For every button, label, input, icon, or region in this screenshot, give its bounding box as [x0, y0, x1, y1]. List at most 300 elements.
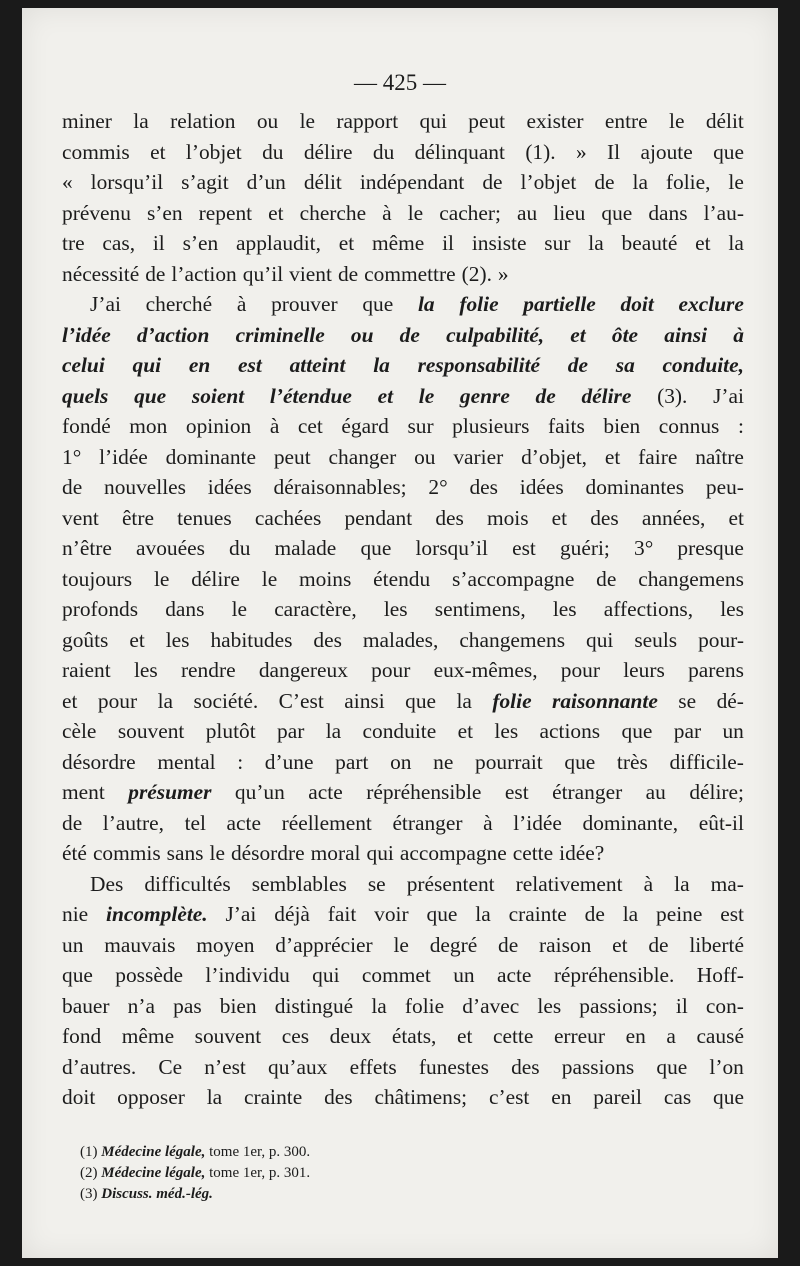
word: miner: [62, 109, 112, 133]
word: connus: [658, 414, 720, 438]
word: des: [435, 505, 464, 530]
word: d’une: [264, 749, 314, 774]
word: et: [695, 231, 711, 255]
text-line: [62, 1082, 744, 1113]
word: peu-: [705, 475, 744, 499]
text-line: [62, 808, 744, 839]
word: qui: [132, 353, 162, 377]
word: la: [373, 353, 390, 377]
word: pas: [173, 993, 202, 1018]
footnote-number: (1): [80, 1144, 102, 1160]
word: cèle: [62, 719, 97, 743]
word: s’accompagne: [452, 566, 575, 591]
text-line: [62, 411, 744, 442]
word: présentent: [406, 871, 495, 896]
word: entre: [604, 109, 648, 133]
text-line: [62, 594, 744, 625]
word: été: [62, 841, 87, 865]
text-line: [62, 1021, 744, 1052]
word: vient: [289, 261, 332, 286]
word: difficultés: [144, 871, 231, 896]
word: ces: [281, 1024, 310, 1048]
word: que: [656, 1054, 688, 1079]
word: les: [165, 627, 190, 652]
word: :: [237, 749, 244, 774]
word: que: [713, 1085, 744, 1109]
word: cette: [492, 1024, 534, 1048]
word: étranger: [552, 780, 623, 804]
word: états,: [391, 1024, 437, 1048]
word: cachées: [254, 505, 322, 530]
word: et: [377, 383, 394, 408]
text-line: [62, 137, 744, 168]
word: part: [335, 749, 369, 774]
word: qui: [312, 963, 340, 987]
book-page: [22, 8, 778, 1258]
word: l’objet: [185, 139, 242, 164]
word: dominante: [165, 444, 256, 469]
word: de: [337, 261, 359, 286]
text-line: [62, 777, 744, 808]
word: lieu: [553, 200, 586, 225]
word: Il: [607, 139, 621, 164]
word: ainsi: [664, 322, 708, 347]
word: et: [456, 1024, 473, 1048]
word: que: [360, 536, 392, 560]
word: malades,: [362, 627, 439, 652]
text-line: [62, 625, 744, 656]
word: pour: [97, 688, 138, 713]
word: difficile-: [669, 749, 744, 774]
word: de: [498, 932, 519, 957]
word: ou: [414, 444, 436, 469]
word: le: [393, 932, 409, 957]
word: se: [678, 688, 697, 713]
word: applaudit,: [236, 231, 321, 255]
word: ôte: [611, 322, 639, 347]
word: conduite,: [662, 353, 744, 377]
footnote: [80, 1142, 310, 1163]
word: il: [152, 231, 165, 255]
word: crainte: [244, 1085, 303, 1109]
word: ajoute: [640, 139, 693, 164]
word: dominantes: [585, 475, 685, 499]
text-line: [62, 716, 744, 747]
word: que: [134, 383, 167, 408]
word: et: [612, 932, 628, 957]
word: délit: [303, 170, 342, 194]
word: la: [632, 170, 648, 194]
word: d’action: [136, 322, 210, 347]
word: prouver: [271, 292, 338, 316]
word: cherche: [299, 200, 367, 225]
word: la: [133, 109, 149, 133]
word: d’un: [246, 170, 286, 194]
word: le: [231, 597, 248, 621]
body-text: [62, 106, 744, 1113]
word: de: [584, 902, 605, 926]
word: peut: [273, 444, 311, 469]
word: que: [405, 688, 437, 713]
word: le: [669, 109, 685, 133]
word: moral: [310, 841, 361, 865]
word: qui: [586, 627, 614, 652]
word: au: [517, 200, 538, 225]
page-number: — 425 —: [354, 70, 446, 95]
word: que: [601, 200, 633, 225]
footnote-number: (3): [80, 1186, 102, 1202]
text-line: [62, 228, 744, 259]
word: égard: [341, 414, 389, 438]
word: peut: [468, 109, 506, 133]
word: des: [590, 505, 619, 530]
word: partielle: [523, 292, 596, 316]
word: est: [720, 902, 744, 926]
word: de: [145, 261, 166, 286]
word: raisonnante: [552, 688, 658, 713]
word: bien: [219, 993, 257, 1018]
word: la: [456, 688, 472, 713]
text-line: [62, 838, 744, 869]
word: nouvelles: [104, 475, 186, 499]
word: très: [616, 749, 648, 774]
word: idées: [207, 475, 252, 499]
word: en: [551, 1085, 572, 1109]
footnote-reference: tome 1er, p. 301.: [205, 1165, 311, 1181]
word: souvent: [117, 719, 185, 743]
text-line: [62, 381, 744, 412]
word: répréhensible.: [553, 963, 675, 987]
word: eux-mêmes,: [433, 658, 538, 682]
text-line: [62, 320, 744, 351]
text-line: [62, 442, 744, 473]
word: du: [262, 139, 284, 164]
word: a: [666, 1024, 676, 1048]
word: cette: [512, 841, 554, 865]
word: acte: [496, 963, 532, 987]
word: guéri;: [559, 536, 610, 560]
word: il: [675, 993, 688, 1018]
word: moyen: [196, 932, 255, 957]
text-line: [62, 1052, 744, 1083]
word: folie: [459, 292, 499, 316]
word: profonds: [62, 597, 139, 621]
word: Des: [90, 871, 124, 896]
word: cacher;: [439, 200, 501, 225]
word: causé: [696, 1024, 744, 1048]
word: toujours: [62, 566, 133, 591]
word: acte: [308, 780, 343, 804]
word: les: [720, 597, 744, 621]
word: (1).: [525, 139, 556, 164]
word: raison: [539, 932, 592, 957]
text-line: [62, 686, 744, 717]
word: s’en: [182, 231, 219, 255]
word: changer: [328, 444, 397, 469]
word: de: [648, 932, 669, 957]
word: repent: [198, 200, 253, 225]
word: parens: [688, 658, 744, 682]
word: le: [299, 109, 316, 133]
word: 1°: [62, 444, 82, 469]
word: et: [551, 505, 568, 530]
word: doit: [620, 292, 654, 316]
word: opposer: [117, 1085, 185, 1109]
word: tre: [62, 231, 85, 255]
word: et: [604, 444, 621, 469]
word: C’est: [278, 688, 324, 713]
word: n’être: [62, 536, 112, 560]
word: mois: [486, 505, 529, 530]
word: :: [737, 414, 744, 438]
word: ma-: [710, 871, 744, 896]
word: désordre: [230, 841, 305, 865]
word: doit: [62, 1085, 96, 1109]
word: mauvais: [104, 932, 176, 957]
word: à: [643, 871, 654, 896]
footnote-number: (2): [80, 1165, 102, 1181]
text-line: [62, 869, 744, 900]
word: prévenu: [62, 200, 131, 225]
word: il: [442, 231, 454, 255]
word: eût-il: [698, 810, 744, 835]
word: commettre: [364, 261, 456, 286]
word: erreur: [553, 1024, 605, 1048]
text-line: [62, 899, 744, 930]
word: d’objet,: [521, 444, 587, 469]
word: la: [371, 993, 387, 1018]
word: les: [552, 597, 577, 621]
word: J’ai: [90, 292, 121, 316]
word: et: [728, 505, 744, 530]
word: beauté: [621, 231, 678, 255]
word: en: [625, 1024, 646, 1048]
word: du: [372, 139, 395, 164]
word: même: [121, 1024, 175, 1048]
word: qu’un: [234, 780, 285, 804]
text-line: [62, 655, 744, 686]
word: cherché: [145, 292, 213, 316]
word: passions;: [579, 993, 658, 1018]
word: possède: [115, 963, 184, 987]
footnote-title: Médecine légale,: [101, 1144, 206, 1160]
text-line: [62, 503, 744, 534]
footnote: [80, 1184, 310, 1205]
word: les: [383, 597, 408, 621]
word: plutôt: [205, 719, 256, 743]
word: se: [367, 871, 386, 896]
word: seuls: [634, 627, 678, 652]
word: soient: [191, 383, 245, 408]
text-line: [62, 198, 744, 229]
word: affections,: [603, 597, 694, 621]
footnote-reference: tome 1er, p. 300.: [205, 1144, 311, 1160]
word: est: [504, 780, 529, 804]
word: liberté: [689, 932, 744, 957]
word: l’individu: [205, 963, 290, 987]
word: société.: [193, 688, 259, 713]
word: atteint: [289, 353, 346, 377]
word: à: [236, 292, 247, 316]
word: et: [338, 231, 355, 255]
word: étendu: [373, 566, 431, 591]
word: l’idée: [99, 444, 148, 469]
word: un: [453, 963, 475, 987]
word: le: [261, 566, 278, 591]
word: degré: [429, 932, 478, 957]
word: et: [62, 688, 78, 713]
word: la: [622, 902, 639, 926]
word: l’on: [709, 1054, 744, 1079]
footnote: [80, 1163, 310, 1184]
word: exclure: [678, 292, 744, 316]
word: culpabilité,: [446, 322, 545, 347]
text-line: [62, 533, 744, 564]
word: incomplète.: [106, 902, 208, 926]
word: qui: [366, 841, 394, 865]
word: lorsqu’il: [415, 536, 488, 560]
word: le: [728, 170, 744, 194]
text-line: [62, 289, 744, 320]
word: nie: [62, 902, 89, 926]
word: la: [206, 1085, 223, 1109]
word: »: [575, 139, 587, 164]
word: les: [494, 719, 519, 743]
word: la: [475, 902, 491, 926]
word: dominante,: [582, 810, 679, 835]
word: l’idée: [62, 322, 111, 347]
word: pendant: [344, 505, 413, 530]
word: funestes: [418, 1054, 489, 1079]
word: semblables: [251, 871, 347, 896]
word: d’avec: [462, 993, 520, 1018]
word: idée?: [559, 841, 605, 865]
word: folie,: [665, 170, 711, 194]
word: habitudes: [210, 627, 293, 652]
word: en: [188, 353, 211, 377]
word: qu’aux: [268, 1054, 328, 1079]
word: l’étendue: [269, 383, 352, 408]
word: peine: [656, 902, 703, 926]
word: sur: [544, 231, 571, 255]
word: (3).: [657, 383, 688, 408]
word: changemens: [459, 627, 566, 652]
word: un: [62, 932, 84, 957]
word: à: [483, 810, 493, 835]
word: con-: [705, 993, 744, 1018]
word: cas,: [102, 231, 136, 255]
word: nécessité: [62, 261, 140, 286]
word: leurs: [623, 658, 665, 682]
word: responsabilité: [417, 353, 541, 377]
word: la: [325, 719, 342, 743]
word: voir: [374, 902, 409, 926]
word: c’est: [488, 1085, 530, 1109]
word: l’action: [171, 261, 237, 286]
text-line: [62, 167, 744, 198]
word: un: [722, 719, 744, 743]
word: »: [497, 261, 509, 286]
word: et: [150, 139, 166, 164]
word: folie: [404, 993, 445, 1018]
word: lorsqu’il: [90, 170, 164, 194]
word: commet: [361, 963, 431, 987]
word: délire: [303, 139, 353, 164]
word: que: [564, 749, 596, 774]
word: naître: [695, 444, 744, 469]
word: fondé: [62, 414, 111, 438]
word: à: [733, 322, 744, 347]
word: être: [121, 505, 154, 530]
word: on: [390, 749, 412, 774]
word: l’objet: [520, 170, 577, 194]
word: et: [129, 627, 145, 652]
word: délit: [705, 109, 744, 133]
word: goûts: [62, 627, 109, 652]
text-line: [62, 930, 744, 961]
word: des: [469, 475, 498, 499]
word: distingué: [274, 993, 354, 1018]
word: souvent: [194, 1024, 262, 1048]
word: actions: [539, 719, 601, 743]
word: genre: [459, 383, 510, 408]
word: même: [372, 231, 425, 255]
word: qui: [419, 109, 447, 133]
word: délinquant: [414, 139, 505, 164]
word: l’au-: [703, 200, 744, 225]
word: que: [426, 902, 458, 926]
word: sans: [166, 841, 204, 865]
word: des: [324, 1085, 353, 1109]
word: passions: [561, 1054, 635, 1079]
word: conduite: [362, 719, 437, 743]
text-line: [62, 747, 744, 778]
word: caractère,: [274, 597, 357, 621]
word: que: [713, 139, 744, 164]
word: relativement: [515, 871, 623, 896]
word: le: [209, 841, 225, 865]
word: J’ai: [225, 902, 257, 926]
word: dans: [165, 597, 205, 621]
word: ou: [350, 322, 374, 347]
word: la: [674, 871, 690, 896]
word: sentimens,: [434, 597, 526, 621]
word: quels: [62, 383, 109, 408]
word: tenues: [177, 505, 232, 530]
word: le: [407, 200, 424, 225]
word: des: [511, 1054, 540, 1079]
word: la: [588, 231, 604, 255]
word: cas: [663, 1085, 692, 1109]
word: l’idée: [513, 810, 562, 835]
text-line: [62, 259, 744, 290]
word: pour: [560, 658, 600, 682]
word: dé-: [716, 688, 744, 713]
word: le: [153, 566, 170, 591]
word: acte: [226, 810, 261, 835]
footnotes: [80, 1142, 310, 1205]
text-line: [62, 350, 744, 381]
word: bauer: [62, 993, 110, 1018]
word: indépendant: [359, 170, 465, 194]
word: et: [268, 200, 284, 225]
word: de: [482, 170, 503, 194]
word: folie: [492, 688, 532, 713]
word: à: [269, 414, 280, 438]
word: de: [535, 383, 556, 408]
word: s’en: [146, 200, 183, 225]
word: n’est: [204, 1054, 246, 1079]
